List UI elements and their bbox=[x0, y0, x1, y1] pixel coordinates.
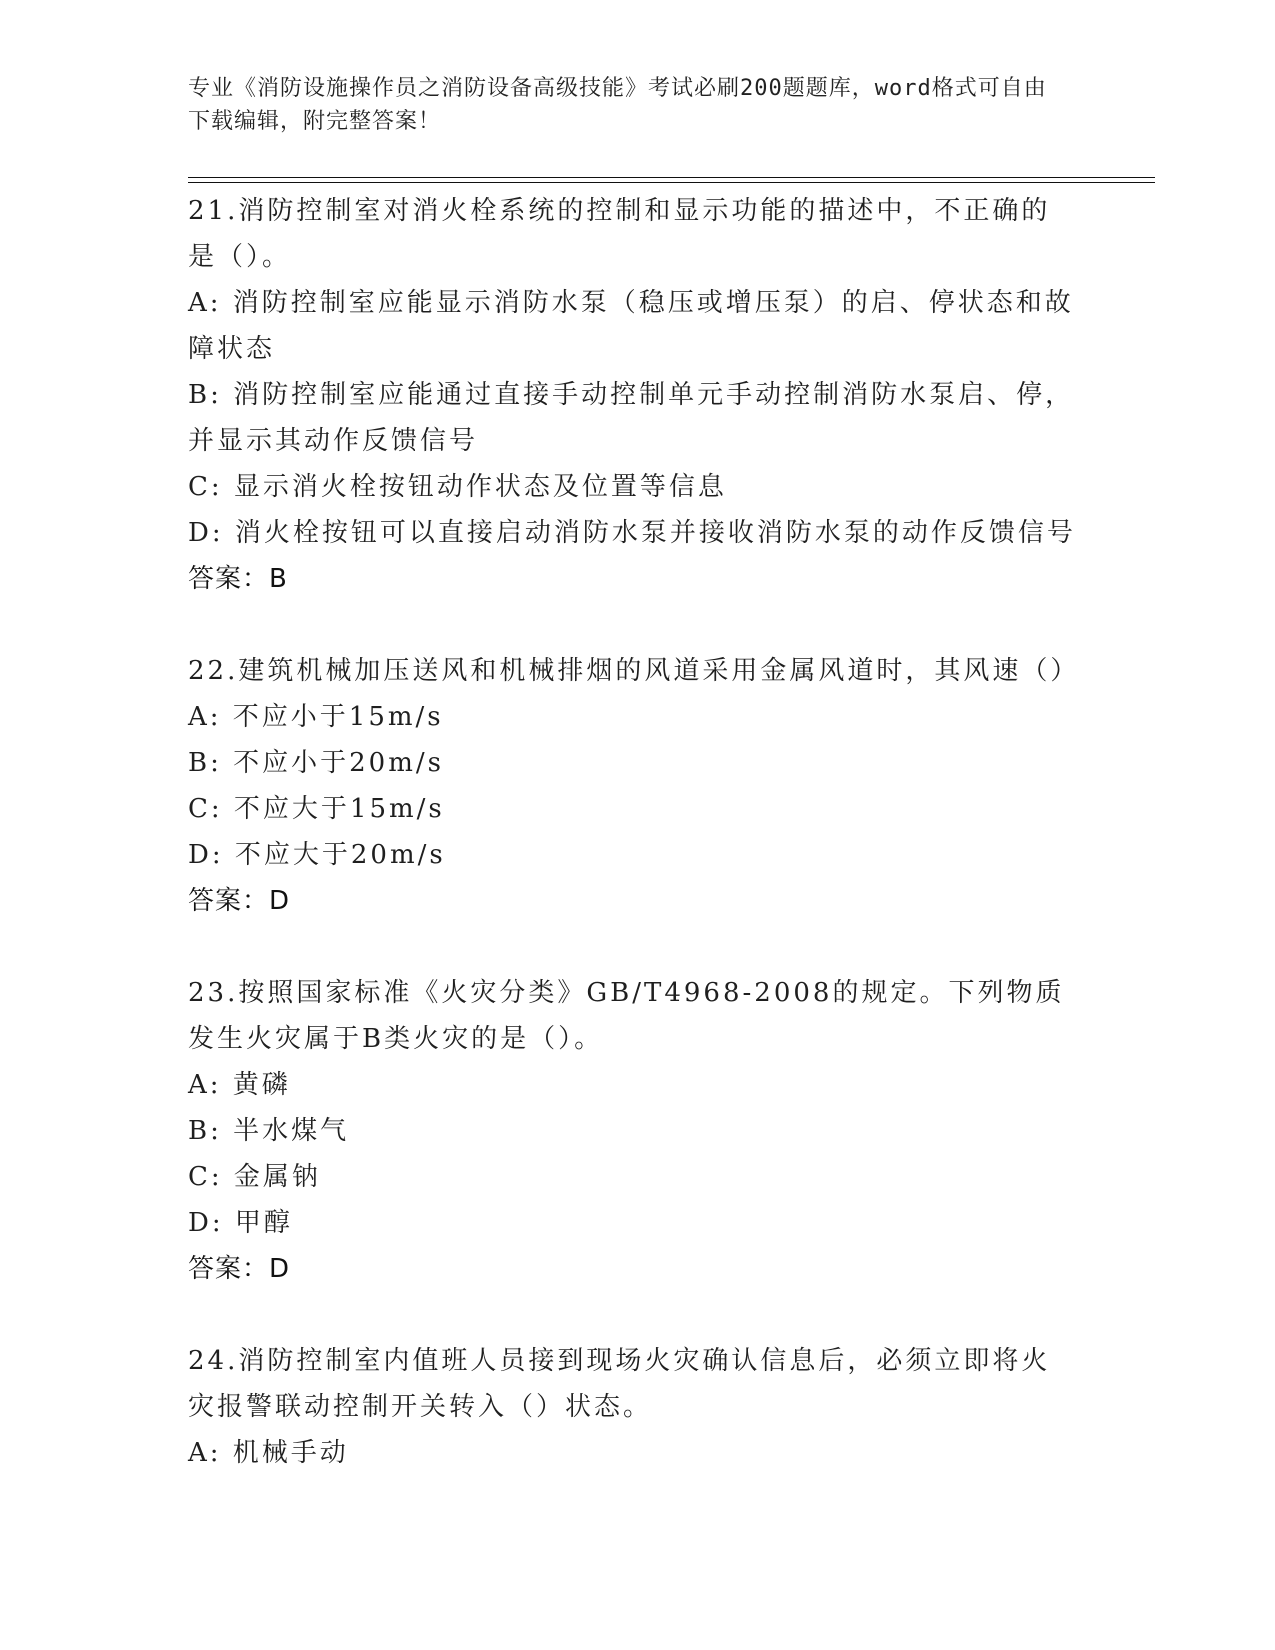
question-22 bbox=[188, 648, 1078, 924]
question-24 bbox=[188, 1338, 1078, 1476]
answer: 答案：D bbox=[188, 886, 291, 916]
document-header: 专业《消防设施操作员之消防设备高级技能》考试必刷200题题库，word格式可自由下载编辑，附完整答案！ bbox=[188, 76, 1047, 134]
option-d: D: 甲醇 bbox=[188, 1208, 293, 1238]
answer: 答案：D bbox=[188, 1254, 291, 1284]
option-a: A: 不应小于15m/s bbox=[188, 702, 444, 732]
option-b: B: 半水煤气 bbox=[188, 1116, 350, 1146]
option-c: C: 金属钠 bbox=[188, 1162, 321, 1192]
option-a: A: 黄磷 bbox=[188, 1070, 291, 1100]
question-text: 23.按照国家标准《火灾分类》GB/T4968-2008的规定。下列物质发生火灾属于B类火灾的是（）。 bbox=[188, 978, 1065, 1054]
option-c: C: 不应大于15m/s bbox=[188, 794, 445, 824]
option-c: C: 显示消火栓按钮动作状态及位置等信息 bbox=[188, 472, 727, 502]
question-23 bbox=[188, 970, 1078, 1292]
header-divider-bottom bbox=[188, 182, 1155, 183]
question-text: 24.消防控制室内值班人员接到现场火灾确认信息后，必须立即将火灾报警联动控制开关转入（）状态。 bbox=[188, 1346, 1051, 1422]
question-21 bbox=[188, 188, 1078, 602]
option-a: A: 消防控制室应能显示消防水泵（稳压或增压泵）的启、停状态和故障状态 bbox=[188, 288, 1074, 364]
option-b: B: 消防控制室应能通过直接手动控制单元手动控制消防水泵启、停，并显示其动作反馈信号 bbox=[188, 380, 1075, 456]
option-a: A: 机械手动 bbox=[188, 1438, 349, 1468]
header-divider-top bbox=[188, 177, 1155, 178]
answer: 答案：B bbox=[188, 564, 288, 594]
option-d: D: 消火栓按钮可以直接启动消防水泵并接收消防水泵的动作反馈信号 bbox=[188, 518, 1076, 548]
option-b: B: 不应小于20m/s bbox=[188, 748, 444, 778]
question-list bbox=[188, 188, 1078, 1522]
question-text: 21.消防控制室对消火栓系统的控制和显示功能的描述中，不正确的是（）。 bbox=[188, 196, 1051, 272]
option-d: D: 不应大于20m/s bbox=[188, 840, 446, 870]
question-text: 22.建筑机械加压送风和机械排烟的风道采用金属风道时，其风速（） bbox=[188, 656, 1080, 686]
